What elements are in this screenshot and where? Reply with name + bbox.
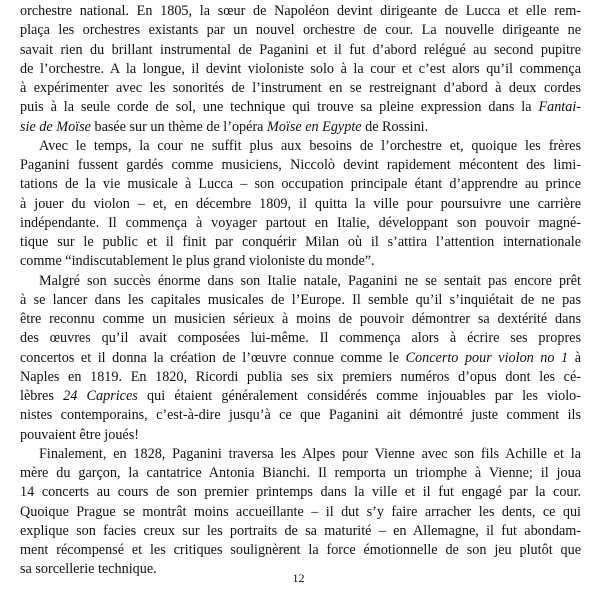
text-segment: des œuvres qu’il avait composées lui-même. Il commença alors à écrire ses propres bbox=[20, 330, 581, 347]
text-line bbox=[20, 79, 581, 98]
text-segment: explique son facies creux sur les portraits de sa maturité – en Allemagne, il fut abondam- bbox=[20, 522, 581, 539]
text-segment: orchestre national. En 1805, la sœur de Napoléon devint dirigeante de Lucca et elle rem- bbox=[20, 3, 581, 19]
italic-title: Moïse en Egypte bbox=[267, 118, 362, 135]
italic-title: Concerto pour violon no 1 bbox=[405, 349, 569, 366]
text-segment: basée sur un thème de l’opéra bbox=[90, 118, 268, 135]
text-line bbox=[20, 387, 581, 406]
text-line bbox=[20, 310, 581, 329]
text-line bbox=[20, 522, 581, 541]
text-segment: à expérimenter avec les sonorités de l’instrument en se restreignant d’abord à deux cordes bbox=[20, 80, 581, 96]
text-segment: qui étaient généralement considérés comme injouables par les violo- bbox=[137, 388, 581, 404]
paragraph-first-line bbox=[20, 137, 581, 156]
text-line bbox=[20, 541, 581, 560]
text-line bbox=[20, 214, 581, 233]
text-line bbox=[20, 195, 581, 214]
text-segment: 14 concerts au cours de son premier printemps dans la ville et il fut engagé par la cour. bbox=[20, 484, 581, 501]
text-segment: Naples en 1819. En 1820, Ricordi publia ses six premiers numéros d’opus dont les cé- bbox=[20, 368, 581, 385]
text-segment: ment récompensé et les critiques soulignèrent la force émotionnelle de son jeu plutôt que bbox=[20, 542, 581, 558]
text-segment: tique sur le public et il finit par conquérir Milan où il s’attira l’attention internationale bbox=[20, 234, 581, 250]
text-segment: concertos et il donna la création de l’œuvre connue comme le bbox=[20, 349, 406, 366]
text-segment: tations de la vie musicale à Lucca – son occupation principale étant d’apprendre au prince bbox=[20, 176, 581, 193]
text-segment: sa sorcellerie technique. bbox=[20, 561, 157, 578]
text-segment: à se lancer dans les capitales musicales de l’Europe. Il semble qu’il s’inquiétait de ne pas bbox=[20, 291, 581, 308]
text-line bbox=[20, 156, 581, 175]
text-line bbox=[20, 21, 581, 40]
text-segment: puis à la seule corde de sol, une technique qui trouve sa pleine expression dans la bbox=[20, 99, 539, 116]
text-line bbox=[20, 252, 581, 271]
text-segment: plaça les orchestres existants par un nouvel orchestre de cour. La nouvelle dirigeante ne bbox=[20, 22, 581, 39]
text-segment: de l’orchestre. A la longue, il devint violoniste solo à la cour et c’est alors qu’il commença bbox=[20, 60, 581, 77]
text-segment: pouvaient être joués! bbox=[20, 426, 139, 443]
text-line bbox=[20, 60, 581, 79]
text-line bbox=[20, 483, 581, 502]
page-number: 12 bbox=[292, 571, 305, 585]
italic-title: sie de Moïse bbox=[20, 118, 91, 135]
text-segment: être reconnu comme un musicien sérieux à moins de pouvoir démontrer sa dextérité dans bbox=[20, 311, 581, 327]
text-line bbox=[20, 329, 581, 348]
italic-title: 24 Caprices bbox=[63, 388, 138, 404]
text-line bbox=[20, 118, 581, 137]
text-segment: Malgré son succès énorme dans son Italie natale, Paganini ne se sentait pas encore prêt bbox=[39, 272, 581, 289]
text-segment: Quoique Prague se montrât moins accueillante – il dut s’y faire arracher les dents, ce qui bbox=[20, 503, 581, 520]
text-segment: de Rossini. bbox=[361, 118, 429, 135]
paragraph-first-line bbox=[20, 272, 581, 291]
paragraph-first-line bbox=[20, 445, 581, 464]
text-segment: lèbres bbox=[20, 388, 64, 404]
text-line bbox=[20, 98, 581, 117]
italic-title: Fantai- bbox=[538, 99, 581, 116]
text-line bbox=[20, 368, 581, 387]
text-line bbox=[20, 2, 581, 21]
text-segment: Paganini fussent gardés comme musiciens, Niccolò devint rapidement mécontent des limi- bbox=[20, 157, 581, 173]
body-text bbox=[20, 2, 581, 580]
text-segment: nistes contemporains, c’est-à-dire jusqu’à ce que Paganini ait démontré juste comment ils bbox=[20, 407, 581, 424]
text-line bbox=[20, 175, 581, 194]
text-line bbox=[20, 503, 581, 522]
text-line bbox=[20, 464, 581, 483]
text-segment: à jouer du violon – et, en décembre 1809, il quitta la ville pour poursuivre une carrière bbox=[20, 195, 581, 212]
text-line bbox=[20, 41, 581, 60]
text-segment: savait rien du brillant instrumental de Paganini et il fut d’abord relégué au second pupitre bbox=[20, 41, 581, 58]
text-segment: Avec le temps, la cour ne suffit plus aux besoins de l’orchestre et, quoique les frères bbox=[39, 137, 581, 154]
text-segment: comme “indiscutablement le plus grand violoniste du monde”. bbox=[20, 253, 375, 270]
text-segment: indépendante. Il commença à voyager partout en Italie, développant son pouvoir magné- bbox=[20, 214, 581, 231]
text-segment: mère du garçon, la cantatrice Antonia Bianchi. Il remporta un triomphe à Vienne; il joua bbox=[20, 465, 581, 481]
text-line bbox=[20, 233, 581, 252]
text-line bbox=[20, 406, 581, 425]
text-segment: à bbox=[568, 349, 581, 366]
text-line bbox=[20, 349, 581, 368]
text-line bbox=[20, 426, 581, 445]
text-segment: Finalement, en 1828, Paganini traversa les Alpes pour Vienne avec son fils Achille et la bbox=[39, 445, 581, 462]
text-line bbox=[20, 291, 581, 310]
